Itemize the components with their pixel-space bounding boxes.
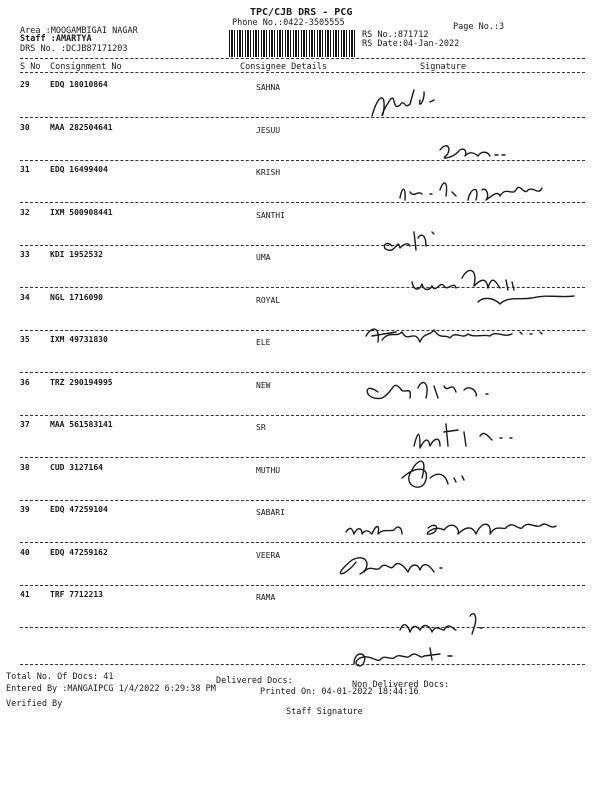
row-divider xyxy=(20,372,585,373)
row-divider xyxy=(20,415,585,416)
page-number: Page No.:3 xyxy=(453,22,505,32)
entered-by: Entered By :MANGAIPCG 1/4/2022 6:29:38 PM xyxy=(6,684,216,694)
row-consignee-name: NEW xyxy=(256,381,271,390)
row-consignee-name: SR xyxy=(256,423,266,432)
signature-38 xyxy=(346,524,556,534)
row-consignment-no: CUD 3127164 xyxy=(50,463,103,472)
row-sno: 32 xyxy=(20,208,30,217)
row-divider xyxy=(20,585,585,586)
row-consignee-name: SAHNA xyxy=(256,83,281,92)
row-divider xyxy=(20,245,585,246)
row-sno: 35 xyxy=(20,335,30,344)
row-divider xyxy=(20,500,585,501)
signature-32 xyxy=(384,232,434,250)
rs-date: RS Date:04-Jan-2022 xyxy=(362,39,460,49)
row-divider xyxy=(20,287,585,288)
column-header-sno: S No xyxy=(20,62,41,72)
row-sno: 41 xyxy=(20,590,30,599)
signature-37 xyxy=(402,461,464,487)
row-consignment-no: IXM 500908441 xyxy=(50,208,113,217)
row-consignment-no: TRF 7712213 xyxy=(50,590,103,599)
header-divider xyxy=(20,58,585,59)
signature-34 xyxy=(366,329,542,342)
row-consignment-no: MAA 282504641 xyxy=(50,123,113,132)
row-sno: 30 xyxy=(20,123,30,132)
column-header-consignee: Consignee Details xyxy=(240,62,327,72)
row-consignee-name: SANTHI xyxy=(256,211,285,220)
row-sno: 39 xyxy=(20,505,30,514)
drs-number: DRS No. :DCJB87171203 xyxy=(20,44,128,54)
signature-36 xyxy=(414,424,512,448)
phone-number: Phone No.:0422-3505555 xyxy=(232,18,345,28)
row-sno: 34 xyxy=(20,293,30,302)
row-consignment-no: MAA 561583141 xyxy=(50,420,113,429)
row-consignment-no: IXM 49731830 xyxy=(50,335,108,344)
barcode-image xyxy=(229,30,357,57)
row-consignee-name: MUTHU xyxy=(256,466,281,475)
row-consignee-name: JESUU xyxy=(256,126,281,135)
signature-29 xyxy=(372,90,434,116)
verified-by: Verified By xyxy=(6,699,63,709)
rs-number: RS No.:871712 xyxy=(362,30,429,40)
non-delivered-docs: Non Delivered Docs: xyxy=(352,680,450,690)
row-consignee-name: UMA xyxy=(256,253,271,262)
row-consignment-no: EDQ 47259162 xyxy=(50,548,108,557)
row-divider xyxy=(20,542,585,543)
row-consignment-no: KDI 1952532 xyxy=(50,250,103,259)
row-divider xyxy=(20,117,585,118)
column-header-consignment: Consignment No xyxy=(50,62,122,72)
row-sno: 37 xyxy=(20,420,30,429)
row-divider xyxy=(20,330,585,331)
signature-39 xyxy=(340,558,442,574)
column-header-divider xyxy=(20,72,585,73)
row-sno: 33 xyxy=(20,250,30,259)
row-sno: 31 xyxy=(20,165,30,174)
row-divider xyxy=(20,627,585,628)
row-sno: 36 xyxy=(20,378,30,387)
row-consignee-name: SABARI xyxy=(256,508,285,517)
row-consignee-name: VEERA xyxy=(256,551,281,560)
row-consignee-name: ELE xyxy=(256,338,271,347)
row-sno: 38 xyxy=(20,463,30,472)
row-sno: 40 xyxy=(20,548,30,557)
column-header-signature: Signature xyxy=(420,62,467,72)
staff-label: Staff :AMARTYA xyxy=(20,34,92,44)
row-divider xyxy=(20,202,585,203)
total-docs: Total No. Of Docs: 41 xyxy=(6,672,114,682)
signature-40 xyxy=(400,614,482,634)
row-consignee-name: KRISH xyxy=(256,168,281,177)
row-consignment-no: EDQ 16499404 xyxy=(50,165,108,174)
signature-31 xyxy=(400,183,542,200)
footer-divider-top xyxy=(20,664,585,665)
row-consignee-name: RAMA xyxy=(256,593,276,602)
row-consignment-no: TRZ 290194995 xyxy=(50,378,113,387)
row-consignment-no: NGL 1716090 xyxy=(50,293,103,302)
row-divider xyxy=(20,160,585,161)
document-title: TPC/CJB DRS - PCG xyxy=(250,7,353,18)
area-label: Area :MOOGAMBIGAI NAGAR xyxy=(20,26,138,36)
row-consignment-no: EDQ 47259104 xyxy=(50,505,108,514)
row-consignee-name: ROYAL xyxy=(256,296,281,305)
delivered-docs: Delivered Docs: xyxy=(216,676,293,686)
row-sno: 29 xyxy=(20,80,30,89)
signature-30 xyxy=(440,146,505,158)
printed-on: Printed On: 04-01-2022 18:44:16 xyxy=(260,687,419,697)
staff-signature-label: Staff Signature xyxy=(286,707,363,717)
row-consignment-no: EDQ 18010864 xyxy=(50,80,108,89)
row-divider xyxy=(20,457,585,458)
signature-35 xyxy=(367,383,488,399)
